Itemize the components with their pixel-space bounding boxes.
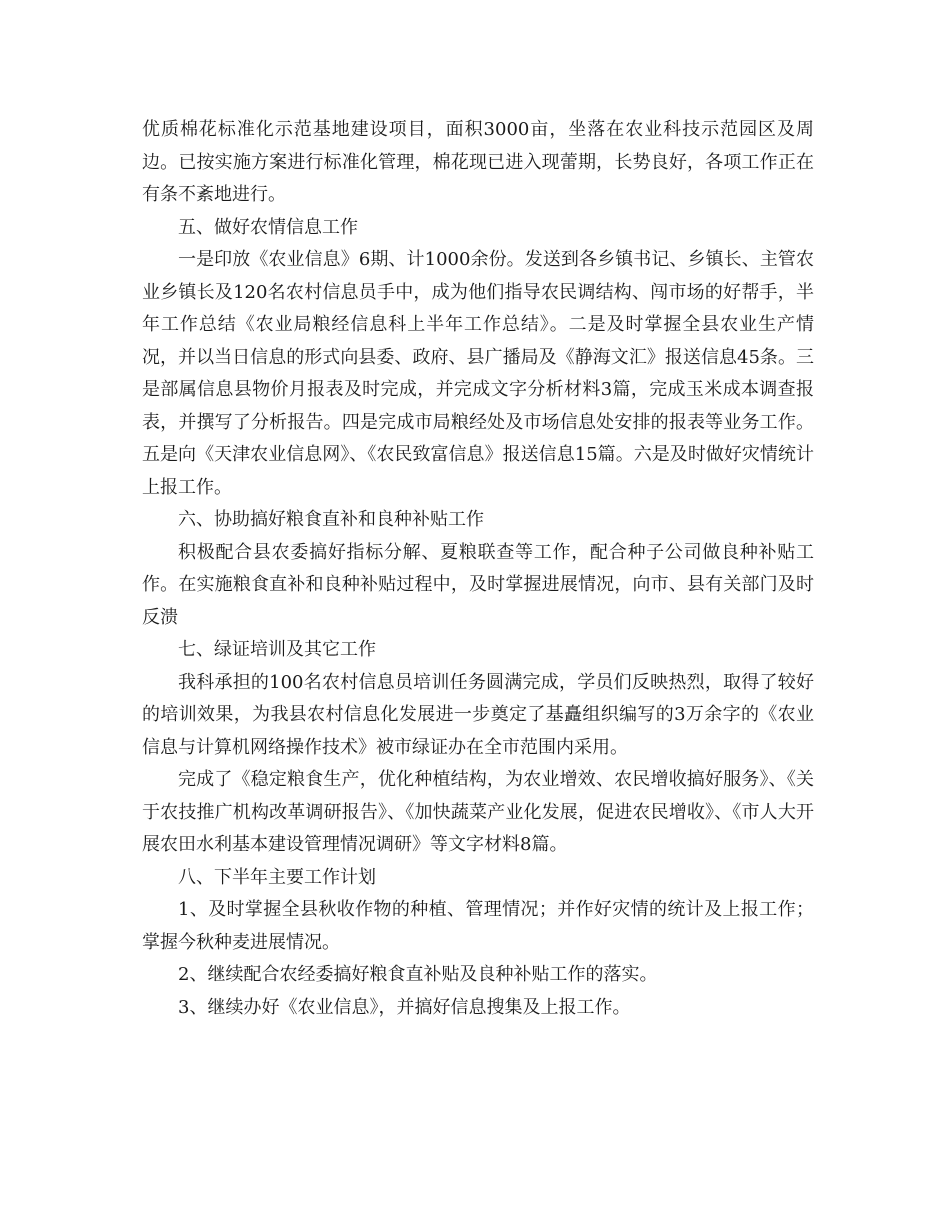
section-heading-5: 五、做好农情信息工作: [178, 216, 358, 238]
document-body: [142, 114, 814, 1024]
section-heading-7: 七、绿证培训及其它工作: [178, 639, 376, 660]
section-heading-8: 八、下半年主要工作计划: [178, 866, 376, 888]
paragraph-subsidy-work: 积极配合县农委搞好指标分解、夏粮联查等工作，配合种子公司做良种补贴工作。在实施粮食直补和良种补贴过程中，及时掌握进展情况，向市、县有关部门及时反溃: [142, 541, 814, 628]
paragraph-cotton-project: 优质棉花标准化示范基地建设项目，面积3000亩，坐落在农业科技示范园区及周边。已按实施方案进行标准化管理，棉花现已进入现蕾期，长势良好，各项工作正在有条不紊地进行。: [142, 119, 814, 205]
plan-item-2: 2、继续配合农经委搞好粮食直补贴及良种补贴工作的落实。: [178, 964, 658, 985]
plan-item-1: 1、及时掌握全县秋收作物的种植、管理情况；并作好灾情的统计及上报工作；掌握今秋种麦进展情况。: [142, 899, 814, 953]
plan-item-3: 3、继续办好《农业信息》，并搞好信息搜集及上报工作。: [178, 996, 631, 1018]
paragraph-materials: 完成了《稳定粮食生产，优化种植结构，为农业增效、农民增收搞好服务》、《关于农技推广机构改革调研报告》、《加快蔬菜产业化发展，促进农民增收》、《市人大开展农田水利基本建设管理情况调研》等文字材料8篇。: [142, 769, 814, 855]
section-heading-6: 六、协助搞好粮食直补和良种补贴工作: [178, 509, 484, 530]
paragraph-training: 我科承担的100名农村信息员培训任务圆满完成，学员们反映热烈，取得了较好的培训效果，为我县农村信息化发展进一步奠定了基矗组织编写的3万余字的《农业信息与计算机网络操作技术》被市绿证办在全市范围内采用。: [142, 671, 814, 758]
paragraph-info-work: 一是印放《农业信息》6期、计1000余份。发送到各乡镇书记、乡镇长、主管农业乡镇长及120名农村信息员手中，成为他们指导农民调结构、闯市场的好帮手，半年工作总结《农业局粮经信息科上半年工作总结》。二是及时掌握全县农业生产情况，并以当日信息的形式向县委、政府、县广播局及《静海文汇》报送信息45条。三是部属信息县物价月报表及时完成，并完成文字分析材料3篇，完成玉米成本调查报表，并撰写了分析报告。四是完成市局粮经处及市场信息处安排的报表等业务工作。五是向《天津农业信息网》、《农民致富信息》报送信息15篇。六是及时做好灾情统计上报工作。: [142, 249, 814, 498]
